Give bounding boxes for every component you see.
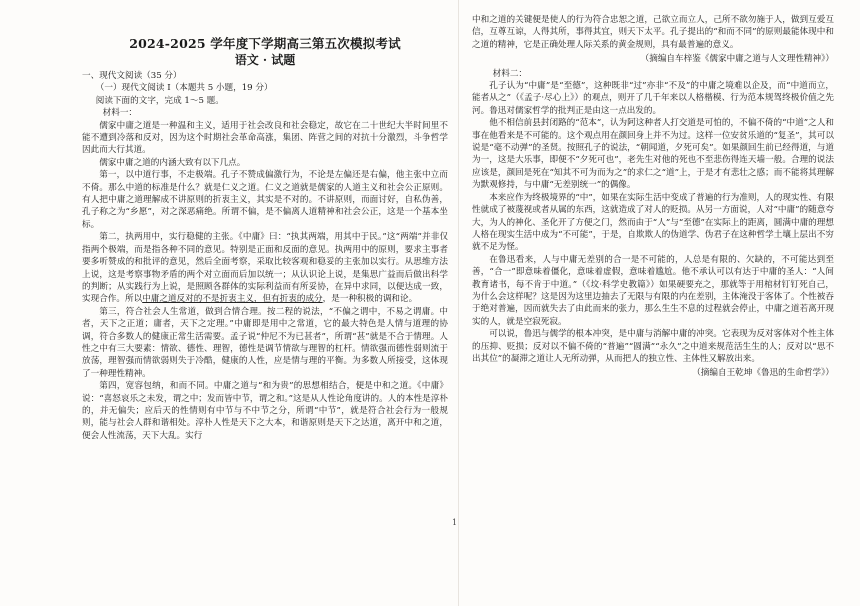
- paragraph: 本来应作为终极境界的“中”，如果在实际生活中变成了普遍的行为准则，人的现实性、有限性就成了被蔑视或者从属的东西，这就造成了对人的贬损。从另一方面说，人对“中庸”的随意夸大，为人的神化、圣化开了方便之门，然而由于“人”与“至德”在实际上的距离，圆满中庸的理想人格在现实生活中成为“不可能”，于是，自欺欺人的伪道学、伪君子在这种哲学土壤上层出不穷就不足为怪。: [472, 192, 834, 253]
- paragraph: 第三，符合社会人生常道，做到合情合理。按二程的说法，“不偏之谓中，不易之谓庸。中者，天下之正道；庸者，天下之定理。”中庸即是用中之常道，它的最大特色是人情与道理的协调，符合多数人的健康正常生活需要。孟子说“仲尼不为已甚者”，所谓“甚”就是不合于情理。人性之中有三大要素：情欲、德性、理智，德性是调节情欲与理智的杠杆。情欲强而德性弱则流于放荡，理智强而情欲弱则失于冷酷，健康的人性，应是情与理的平衡。为多数人所接受，这体现了一种理性精神。: [82, 306, 448, 379]
- section-heading: 一、现代文阅读（35 分）: [82, 71, 182, 81]
- paragraph-text: 第二，执两用中，实行稳健的主张。《中庸》曰：“执其两端，用其中于民。”这“两端”并非仅指两个极端，而是指各种不同的意见。特别是正面和反面的意见。执两用中的原则，要求主事者要多听赞成的和批评的意见，然后全面考察，采取比较客观和稳妥的主张加以实行。从思维方法上说，这是考察事物矛盾的两个对立面而后加以统一；从认识论上说，是集思广益而后做出科学的判断；从实践行为上说，是照顾各群体的实际利益而有所妥协，在异中求同，以便达成一致，实现合作。所以: [82, 232, 448, 305]
- exam-title: 2024-2025 学年度下学期高三第五次模拟考试: [129, 36, 401, 51]
- paragraph: 儒家中庸之道是一种温和主义，适用于社会改良和社会稳定，故它在二十世纪大半时间里不能不遭到冷落和反对，因为这个时期社会革命高涨，集团、阵营之间的对抗十分激烈，斗争哲学因此而大行其道。: [82, 120, 448, 156]
- page-number: 1: [452, 518, 458, 527]
- material-2-label: 材料二：: [492, 68, 528, 79]
- source-citation: （摘编自王乾坤《鲁迅的生命哲学》）: [692, 368, 834, 379]
- paragraph-text: ，是一种积极的调和论。: [322, 294, 418, 305]
- underlined-sentence: 中庸之道反对的不是折衷主义，但有折衷的成分: [142, 294, 323, 305]
- left-column: [82, 14, 448, 442]
- paragraph: 在鲁迅看来，人与中庸无差别的合一是不可能的，人总是有限的、欠缺的，不可能达到至善，“合一”即意味着僵化，意味着虚假，意味着尴尬。他不承认可以有达于中庸的圣人：“人间教育诸书，每不肯于中道。”（《坟·科学史教篇》）如果硬要充之，那就等于用棺材钉钉死自己，为什么会这样呢？这是因为这里边抽去了无限与有限的内在差别，主体淹没于客体了。个性被吞于绝对普遍，因而就失去了由此而来的张力，那么生生不息的过程就会停止，中庸之道若离开现实的人，就是空寂死寂。: [472, 254, 834, 327]
- paragraph: 孔子认为“中庸”是“至德”，这种既非“过”亦非“不及”的中庸之境难以企及，而“中道而立，能者从之”（《孟子·尽心上》）的观点，则开了几千年来以人格楷模、行为范本规驾终极价值之先河。鲁迅对儒家哲学的批判正是由这一点出发的。: [472, 81, 834, 116]
- paragraph: 可以说，鲁迅与儒学的根本冲突，是中庸与消解中庸的冲突。它表现为反对客体对个性主体的压抑、贬损；反对以不偏不倚的“普遍”“圆满”“永久”之中道来规范活生生的人；反对以“思不出其位”的凝滞之道让人无所动弹，从而把人的独立性、主体性又解放出来。: [472, 329, 834, 364]
- paragraph: 第四，宽容包纳，和而不同。中庸之道与“和为贵”的思想相结合，便是中和之道。《中庸》说：“喜怒哀乐之未发，谓之中；发而皆中节，谓之和。”这是从人性论角度讲的。人的本性是淳朴的，并无偏失；应后天的性情则有中节与不中节之分，所谓“中节”，就是符合社会行为一般规则，能与社会人群和谐相处。淳朴人性是天下之大本，和谐原则是天下之达道，离开中和之道，便会人性流荡，天下大乱。实行: [82, 381, 448, 441]
- paragraph: 儒家中庸之道的内涵大致有以下几点。: [99, 157, 246, 168]
- source-citation: （摘编自车梓鉴《儒家中庸之道与人文理性精神》）: [640, 54, 834, 65]
- paragraph: 中和之道的关键便是使人的行为符合忠恕之道，己欲立而立人，己所不欲勿施于人，做到互爱互信，互尊互谅，人得其所，事得其宜，则天下太平。孔子提出的“和而不同”的原则最能体现中和之道的精神，它是正确处理人际关系的黄金规则，具有最普遍的意义。: [472, 15, 834, 50]
- page-fold: [458, 0, 459, 606]
- subsection-heading: （一）现代文阅读 I（本题共 5 小题，19 分）: [95, 83, 273, 94]
- paragraph: 第一，以中道行事，不走极端。孔子不赞成偏激行为，不论是左偏还是右偏，他主张中立而不倚。那么中道的标准是什么？就是仁义之道。仁义之道就是儒家的人道主义和社会公正原则。有人把中庸之道理解成不讲原则的折衷主义，其实是不对的。不讲原则，而面讨好，自私伪善，孔子称之为“乡愿”，对之深恶痛绝。所谓不偏，是不偏离人道精神和社会公正，这是一个基本坐标。: [82, 170, 448, 230]
- instruction: 阅读下面的文字，完成 1～5 题。: [95, 95, 224, 106]
- paragraph: [82, 231, 448, 305]
- material-1-label: 材料一：: [102, 108, 138, 119]
- exam-subtitle: 语文 · 试题: [234, 53, 296, 67]
- right-column: [472, 14, 834, 382]
- paragraph: 他不相信前县封闭路的“范本”，认为阿这种者人打交道是可怕的，不偏不倚的“中道”之人和事在他看来是不可能的。这个观点用在颜回身上并不为过。这样一位安贫乐道的“复圣”，其可以说是“毫不动弹”的圣贤。按照孔子的说法，“朝闻道，夕死可矣”。如果颜回生前已经得道，与道为一，这是大乐事，即便不“夕死可也”，老先生对他的死也不至悲伤得连天墙一般。合理的说法应该是，颜回是死在“知其不可为而为之”的求仁之“道”上，于是才有悲壮之感；而不能将其理解为默观修持，与中庸“无差别统一”的偶像。: [472, 118, 834, 191]
